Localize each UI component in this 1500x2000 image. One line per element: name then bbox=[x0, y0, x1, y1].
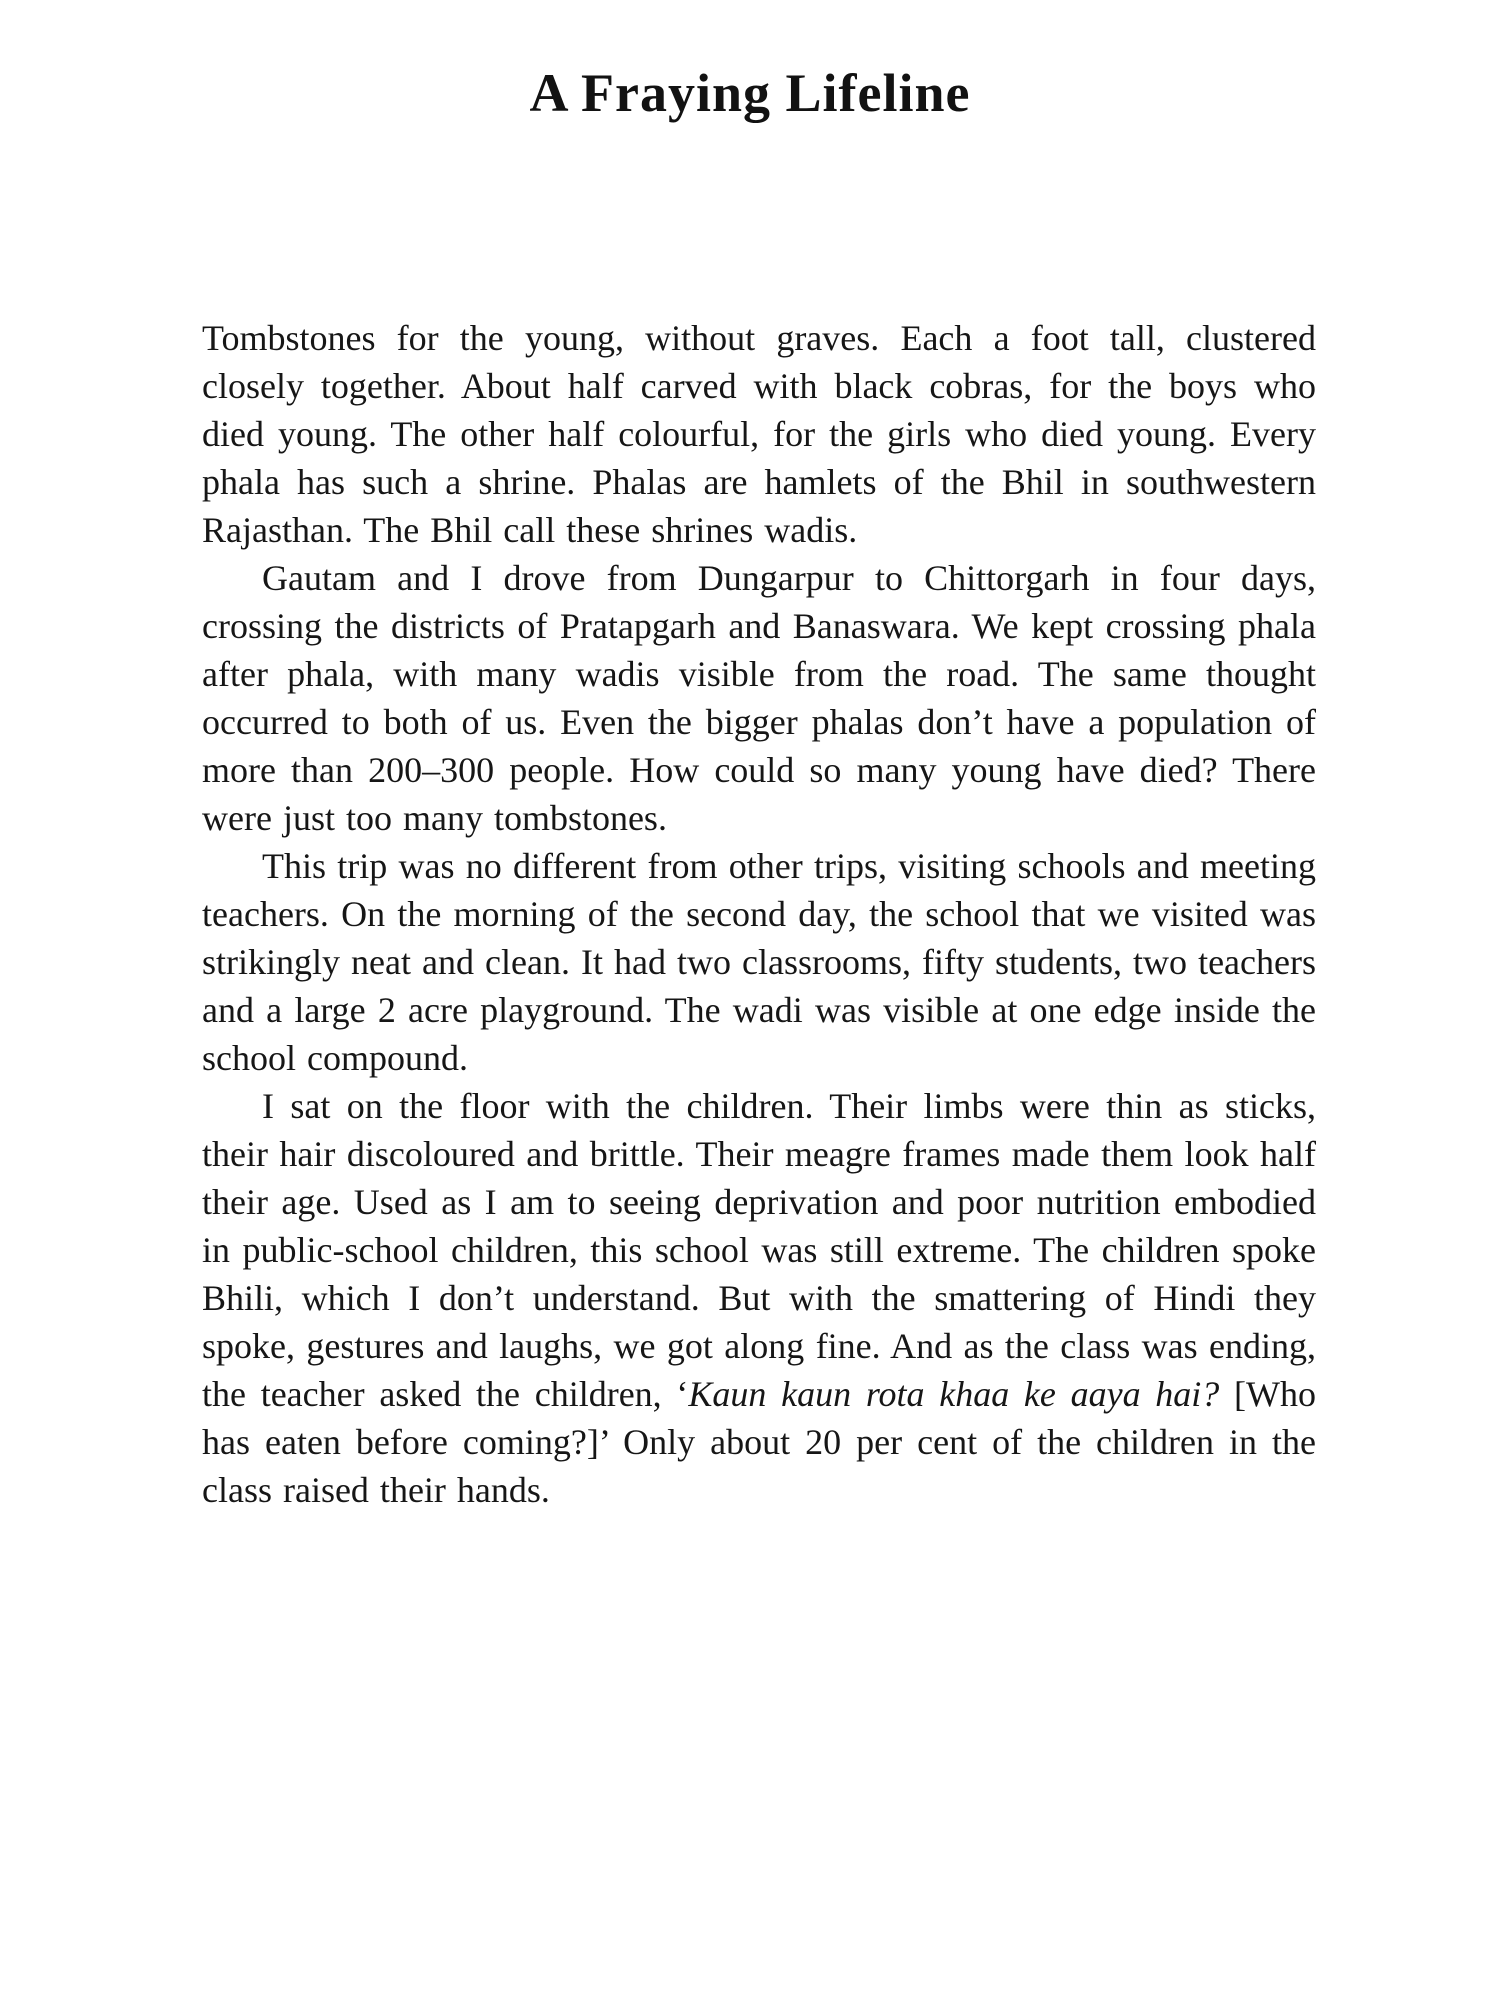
paragraph-2 bbox=[202, 554, 1316, 842]
paragraph-4-text-tail: [Who has eaten before coming?]’ Only about 20 per cent of the children in the class raised their hands. bbox=[202, 1374, 1317, 1510]
paragraph-3 bbox=[202, 842, 1316, 1082]
paragraph-4-italic-phrase: Kaun kaun rota khaa ke aaya hai? bbox=[688, 1374, 1220, 1414]
paragraph-2-text: Gautam and I drove from Dungarpur to Chittorgarh in four days, crossing the districts of Pratapgarh and Banaswara. We kept crossing phala after phala, with many wadis visible from the road. The same thought occurred to both of us. Even the bigger phalas don’t have a population of more than 200–300 people. How could so many young have died? There were just too many tombstones. bbox=[202, 558, 1316, 838]
page-body bbox=[202, 314, 1316, 1514]
chapter-title: A Fraying Lifeline bbox=[529, 63, 971, 123]
paragraph-1-text: Tombstones for the young, without graves. Each a foot tall, clustered closely together. About half carved with black cobras, for the boys who died young. The other half colourful, for the girls who died young. Every phala has such a shrine. Phalas are hamlets of the Bhil in southwestern Rajasthan. The Bhil call these shrines wadis. bbox=[202, 318, 1316, 550]
paragraph-4-text-lead: I sat on the floor with the children. Their limbs were thin as sticks, their hair discoloured and brittle. Their meagre frames made them look half their age. Used as I am to seeing deprivation and poor nutrition embodied in public-school children, this school was still extreme. The children spoke Bhili, which I don’t understand. But with the smattering of Hindi they spoke, gestures and laughs, we got along fine. And as the class was ending, the teacher asked the children, ‘ bbox=[202, 1086, 1316, 1414]
paragraph-1 bbox=[202, 314, 1316, 554]
paragraph-3-text: This trip was no different from other trips, visiting schools and meeting teachers. On the morning of the second day, the school that we visited was strikingly neat and clean. It had two classrooms, fifty students, two teachers and a large 2 acre playground. The wadi was visible at one edge inside the school compound. bbox=[202, 846, 1316, 1078]
paragraph-4 bbox=[202, 1082, 1316, 1514]
